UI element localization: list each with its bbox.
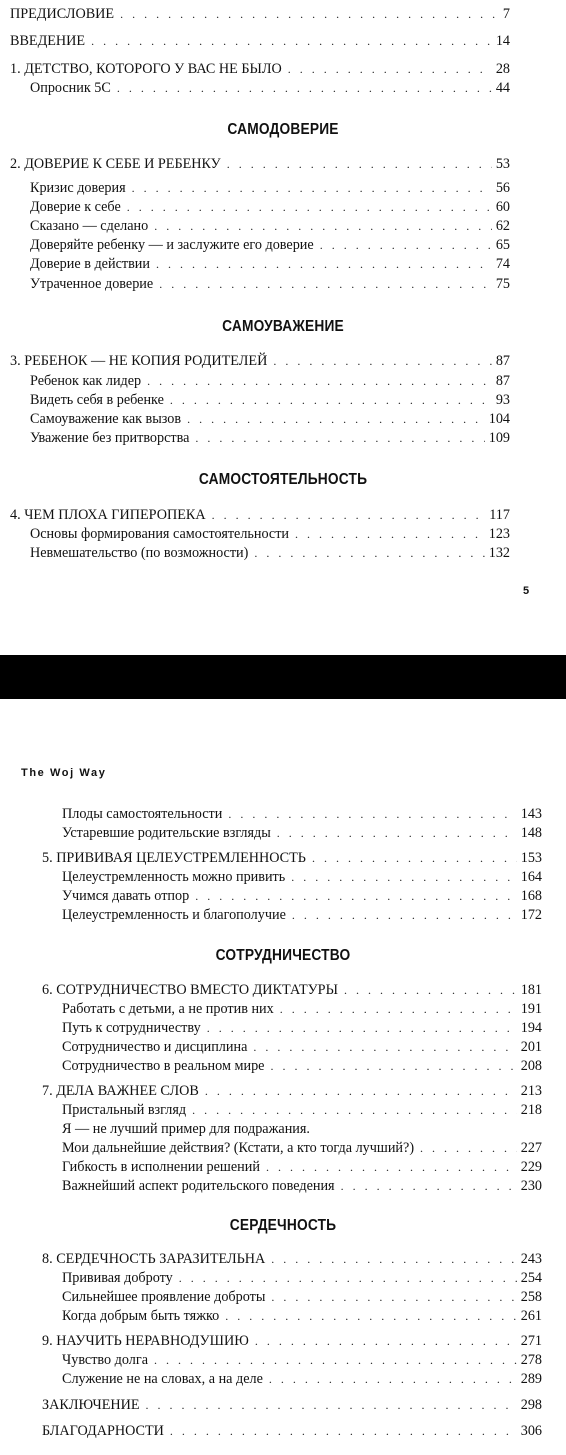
section-heading: СЕРДЕЧНОСТЬ [229,1217,337,1234]
toc-entry[interactable] [10,4,510,24]
toc-entry[interactable] [42,1331,542,1351]
leader-dots [277,823,517,843]
toc-entry[interactable] [62,1056,542,1076]
toc-entry-title: Доверяйте ребенку — и заслужите его доверие [30,237,314,253]
toc-entry-title: Плоды самостоятельности [62,806,223,822]
toc-entry-title: 9. НАУЧИТЬ НЕРАВНОДУШИЮ [42,1333,249,1349]
page-number: 5 [523,585,530,597]
toc-entry[interactable] [30,524,510,544]
toc-entry-title: 3. РЕБЕНОК — НЕ КОПИЯ РОДИТЕЛЕЙ [10,353,268,369]
running-head: The Woj Way [21,767,107,779]
toc-entry[interactable] [62,999,542,1019]
toc-entry[interactable] [30,428,510,448]
toc-entry-title: Невмешательство (по возможности) [30,545,249,561]
leader-dots [192,1100,517,1120]
toc-entry-title: Основы формирования самостоятельности [30,526,290,542]
toc-entry-page: 14 [495,33,510,49]
toc-entry[interactable] [30,235,510,255]
toc-entry-title: Самоуважение как вызов [30,411,182,427]
leader-dots [271,1249,516,1269]
leader-dots [420,1138,517,1158]
leader-dots [195,428,484,448]
toc-entry[interactable] [62,1157,542,1177]
toc-entry[interactable] [42,980,542,1000]
toc-entry-title-line: Я — не лучший пример для подражания. [62,1121,310,1137]
leader-dots [132,178,492,198]
leader-dots [159,274,492,294]
leader-dots [269,1369,517,1389]
leader-dots [320,235,492,255]
toc-entry-page: 218 [520,1102,542,1118]
toc-entry-title: Учимся давать отпор [62,888,190,904]
toc-entry-page: 60 [495,199,510,215]
toc-entry-title: Ребенок как лидер [30,373,142,389]
toc-entry-title: Устаревшие родительские взгляды [62,825,271,841]
toc-entry-title: БЛАГОДАРНОСТИ [42,1423,164,1439]
toc-entry-title: Опросник 5С [30,80,111,96]
toc-entry-page: 229 [520,1159,542,1175]
toc-entry-page: 148 [520,825,542,841]
leader-dots [170,1421,517,1441]
section-heading: САМОУВАЖЕНИЕ [222,318,344,335]
leader-dots [146,1395,517,1415]
toc-entry-page: 143 [520,806,542,822]
toc-entry[interactable] [62,823,542,843]
toc-entry[interactable] [10,154,510,174]
toc-entry-page: 132 [488,545,510,561]
leader-dots [207,1018,517,1038]
leader-dots [187,409,485,429]
leader-dots [292,905,517,925]
toc-entry-page: 172 [520,907,542,923]
toc-entry-title: ПРЕДИСЛОВИЕ [10,6,115,22]
toc-entry[interactable] [30,178,510,198]
leader-dots [205,1081,517,1101]
toc-entry[interactable] [30,197,510,217]
toc-entry-page: 271 [520,1333,542,1349]
toc-entry-title: ВВЕДЕНИЕ [10,33,86,49]
toc-entry[interactable] [62,886,542,906]
leader-dots [91,31,492,51]
leader-dots [225,1306,516,1326]
toc-entry[interactable] [42,1395,542,1415]
toc-entry-title: Целеустремленность можно привить [62,869,286,885]
toc-entry[interactable] [42,1249,542,1269]
toc-entry-page: 208 [520,1058,542,1074]
leader-dots [254,543,484,563]
toc-entry-title: Служение не на словах, а на деле [62,1371,263,1387]
leader-dots [270,1056,516,1076]
page-separator [0,655,566,699]
section-heading: СОТРУДНИЧЕСТВО [215,947,351,964]
toc-entry-title: 7. ДЕЛА ВАЖНЕЕ СЛОВ [42,1083,199,1099]
toc-entry-title: Утраченное доверие [30,276,154,292]
toc-entry-page: 278 [520,1352,542,1368]
toc-entry-title: Сотрудничество и дисциплина [62,1039,248,1055]
leader-dots [227,154,492,174]
toc-page-1 [0,0,566,655]
toc-entry-page: 117 [489,507,510,523]
leader-dots [255,1331,517,1351]
leader-dots [288,59,492,79]
toc-entry[interactable] [30,254,510,274]
leader-dots [120,4,499,24]
leader-dots [117,78,492,98]
leader-dots [271,1287,516,1307]
toc-entry-title: 4. ЧЕМ ПЛОХА ГИПЕРОПЕКА [10,507,206,523]
leader-dots [291,867,517,887]
toc-entry[interactable] [62,1350,542,1370]
toc-entry-page: 258 [520,1289,542,1305]
toc-entry-page: 298 [520,1397,542,1413]
toc-entry-title: Видеть себя в ребенке [30,392,164,408]
toc-entry[interactable] [30,390,510,410]
toc-entry-title: Сотрудничество в реальном мире [62,1058,265,1074]
toc-entry-page: 164 [520,869,542,885]
toc-entry-title: Целеустремленность и благополучие [62,907,286,923]
leader-dots [266,1157,517,1177]
toc-entry-page: 181 [520,982,542,998]
toc-entry-title: 6. СОТРУДНИЧЕСТВО ВМЕСТО ДИКТАТУРЫ [42,982,338,998]
toc-entry[interactable] [62,1306,542,1326]
toc-entry-page: 74 [495,256,510,272]
leader-dots [280,999,517,1019]
toc-entry-page: 306 [520,1423,542,1439]
toc-entry-page: 213 [520,1083,542,1099]
leader-dots [154,1350,517,1370]
toc-entry-page: 87 [495,373,510,389]
toc-entry[interactable] [30,78,510,98]
toc-entry[interactable] [42,848,542,868]
toc-entry-page: 227 [520,1140,542,1156]
toc-entry-title: Чувство долга [62,1352,148,1368]
leader-dots [253,1037,516,1057]
toc-entry-title: 2. ДОВЕРИЕ К СЕБЕ И РЕБЕНКУ [10,156,221,172]
leader-dots [156,254,492,274]
toc-entry-title: 8. СЕРДЕЧНОСТЬ ЗАРАЗИТЕЛЬНА [42,1251,266,1267]
leader-dots [170,390,492,410]
toc-entry[interactable] [62,1138,542,1158]
toc-entry-page: 123 [488,526,510,542]
toc-entry[interactable] [62,1268,542,1288]
toc-entry-page: 194 [520,1020,542,1036]
toc-entry-title: Доверие к себе [30,199,121,215]
toc-entry[interactable] [10,31,510,51]
toc-entry[interactable] [10,351,510,371]
toc-entry-page: 75 [495,276,510,292]
toc-entry-title: 1. ДЕТСТВО, КОТОРОГО У ВАС НЕ БЫЛО [10,61,282,77]
toc-entry-title: Путь к сотрудничеству [62,1020,201,1036]
toc-entry-page: 243 [520,1251,542,1267]
leader-dots [344,980,517,1000]
toc-entry-title: Кризис доверия [30,180,126,196]
leader-dots [228,804,516,824]
leader-dots [212,505,486,525]
toc-entry-page: 87 [495,353,510,369]
toc-entry-page: 289 [520,1371,542,1387]
toc-entry-title: Доверие в действии [30,256,150,272]
toc-entry-page: 201 [520,1039,542,1055]
leader-dots [179,1268,517,1288]
toc-entry-title: Важнейший аспект родительского поведения [62,1178,335,1194]
toc-entry[interactable] [30,274,510,294]
toc-entry[interactable] [62,867,542,887]
section-heading: САМОСТОЯТЕЛЬНОСТЬ [198,471,368,488]
toc-entry-title: Гибкость в исполнении решений [62,1159,260,1175]
toc-entry[interactable] [62,1100,542,1120]
toc-entry-page: 7 [502,6,510,22]
toc-entry-page: 56 [495,180,510,196]
toc-entry[interactable] [30,409,510,429]
toc-entry-page: 191 [520,1001,542,1017]
toc-entry[interactable] [62,1176,542,1196]
leader-dots [341,1176,517,1196]
toc-entry[interactable] [10,59,510,79]
toc-entry-title: Сильнейшее проявление доброты [62,1289,266,1305]
leader-dots [295,524,485,544]
toc-entry[interactable] [62,1037,542,1057]
toc-entry-page: 65 [495,237,510,253]
toc-entry-title: Работать с детьми, а не против них [62,1001,274,1017]
toc-entry[interactable] [30,543,510,563]
toc-entry-page: 28 [495,61,510,77]
toc-entry[interactable] [30,216,510,236]
leader-dots [154,216,492,236]
leader-dots [147,371,492,391]
toc-entry-page: 53 [495,156,510,172]
toc-entry[interactable] [62,1287,542,1307]
toc-entry[interactable] [62,1018,542,1038]
toc-entry[interactable] [10,505,510,525]
toc-entry-page: 261 [520,1308,542,1324]
toc-entry[interactable] [30,371,510,391]
toc-entry-title: Когда добрым быть тяжко [62,1308,220,1324]
leader-dots [127,197,492,217]
toc-entry[interactable] [42,1081,542,1101]
toc-entry-page: 230 [520,1178,542,1194]
section-heading: САМОДОВЕРИЕ [227,121,339,138]
leader-dots [195,886,517,906]
toc-entry-page: 62 [495,218,510,234]
toc-entry[interactable] [62,1369,542,1389]
toc-entry-page: 153 [520,850,542,866]
toc-entry-title: 5. ПРИВИВАЯ ЦЕЛЕУСТРЕМЛЕННОСТЬ [42,850,306,866]
toc-entry-title: Пристальный взгляд [62,1102,187,1118]
toc-entry-title: ЗАКЛЮЧЕНИЕ [42,1397,140,1413]
toc-entry-page: 44 [495,80,510,96]
leader-dots [312,848,517,868]
toc-entry-page: 104 [488,411,510,427]
toc-entry-page: 109 [488,430,510,446]
toc-page-2 [0,699,566,1455]
toc-entry-title: Прививая доброту [62,1270,173,1286]
toc-entry-page: 168 [520,888,542,904]
toc-entry-title: Уважение без притворства [30,430,190,446]
leader-dots [273,351,491,371]
toc-entry[interactable] [42,1421,542,1441]
toc-entry-page: 254 [520,1270,542,1286]
toc-entry-title: Сказано — сделано [30,218,149,234]
toc-entry-page: 93 [495,392,510,408]
toc-entry-title: Мои дальнейшие действия? (Кстати, а кто тогда лучший?) [62,1140,415,1156]
toc-entry[interactable] [62,905,542,925]
toc-entry[interactable] [62,804,542,824]
